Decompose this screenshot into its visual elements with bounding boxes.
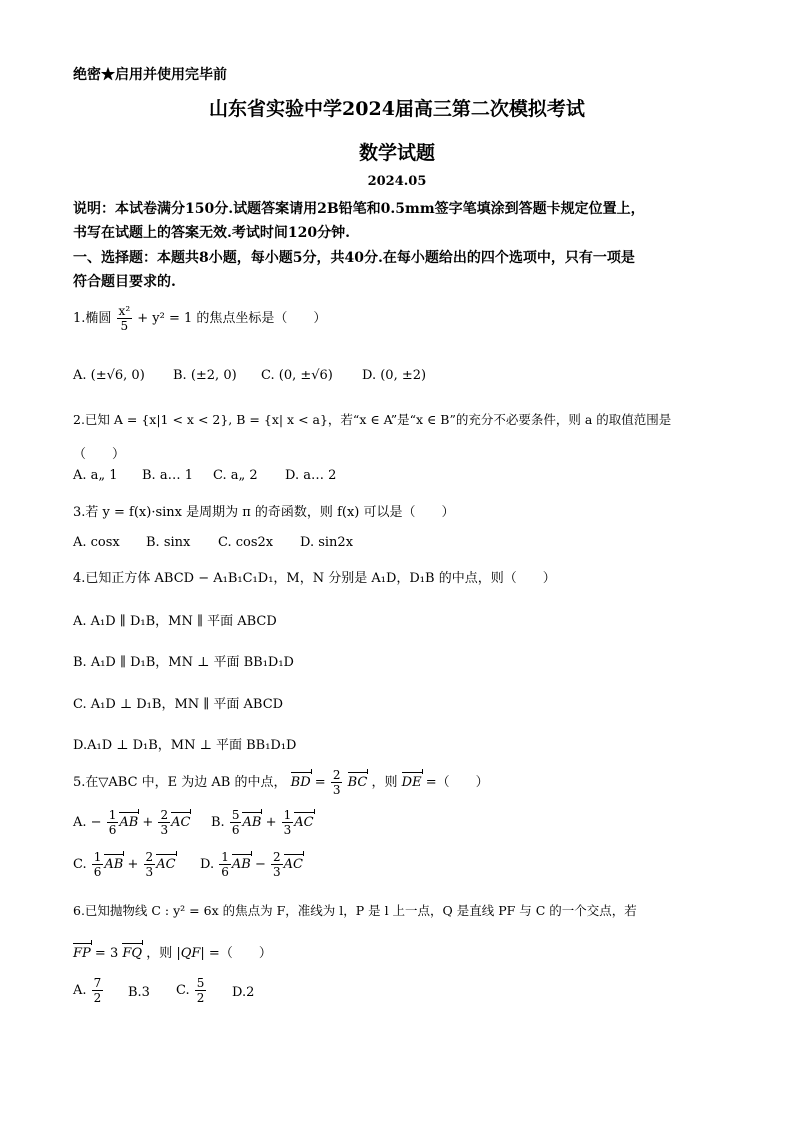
q2-option-b[interactable]: B. a… 1 [142,468,193,483]
q6-equals-3: = 3 [94,946,119,961]
q6-option-b[interactable]: B.3 [128,985,150,1000]
vector-ab: AB [231,857,251,872]
q2-option-d[interactable]: D. a… 2 [285,468,337,483]
vector-bd: BD [290,775,311,790]
q5-c-label: C. [73,857,87,872]
instructions-line2: 书写在试题上的答案无效.考试时间120分钟. [73,225,350,241]
q1-frac-den: 5 [120,319,129,333]
q5-tail: =（ ） [425,775,489,790]
q6-a-frac [92,976,104,1005]
q5-a-label: A. − [73,815,102,830]
q6-c-label: C. [176,983,190,998]
plus-sign: + [142,815,154,830]
frac-den: 6 [221,865,229,879]
q6-c-frac [195,976,207,1005]
q4-option-b[interactable]: B. A₁D ∥ D₁B，MN ⊥ 平面 BB₁D₁D [73,655,294,670]
frac-den: 6 [231,823,240,837]
confidential-label: 绝密★启用并使用完毕前 [73,67,227,83]
q5-equals: = [314,775,326,790]
q6-then: ，则 [146,946,173,961]
question-5-stem [73,768,489,797]
q1-option-b[interactable]: B. (±2, 0) [173,368,237,383]
frac-den: 3 [145,865,154,879]
vector-fq: FQ [122,946,143,961]
q5-c-frac2 [144,850,156,879]
q5-option-d[interactable] [200,850,303,879]
frac-num: 2 [160,808,169,822]
q1-option-c[interactable]: C. (0, ±√6) [261,368,333,383]
q6-option-c[interactable] [176,976,207,1005]
q5-option-b[interactable] [211,808,314,837]
question-6-stem-line2 [73,942,272,961]
q1-option-d[interactable]: D. (0, ±2) [362,368,427,383]
plus-sign: + [127,857,139,872]
question-3-stem: 3.若 y = f(x)·sinx 是周期为 π 的奇函数，则 f(x) 可以是（ ） [73,505,455,520]
q6-tail: =（ ） [208,946,272,961]
vector-bc: BC [347,775,368,790]
plus-sign: + [265,815,277,830]
frac-num: 1 [108,808,117,822]
exam-date: 2024.05 [367,174,427,189]
vector-ab: AB [104,857,124,872]
abs-qf: |QF| [176,946,205,961]
vector-ab: AB [119,815,139,830]
q5-b-frac1 [230,808,242,837]
q3-option-a[interactable]: A. cosx [73,535,120,550]
frac-den: 2 [196,991,205,1005]
frac-num: 2 [273,850,281,864]
frac-den: 6 [108,823,117,837]
q5-a-frac1 [107,808,119,837]
q1-prefix: 1.椭圆 [73,311,112,326]
vector-de: DE [401,775,422,790]
q3-option-c[interactable]: C. cos2x [218,535,274,550]
vector-ac: AC [283,857,303,872]
frac-den: 3 [160,823,169,837]
q5-then: ，则 [371,775,398,790]
vector-ac: AC [171,815,191,830]
q5-coef-den: 3 [332,783,341,797]
q2-option-c[interactable]: C. a„ 2 [213,468,258,483]
q6-option-d[interactable]: D.2 [232,985,255,1000]
q4-option-d[interactable]: D.A₁D ⊥ D₁B，MN ⊥ 平面 BB₁D₁D [73,738,297,753]
q5-b-frac2 [282,808,294,837]
question-2-stem: 2.已知 A = {x|1 < x < 2}, B = {x| x < a}，若“x ∈ A”是“x ∈ B”的充分不必要条件，则 a 的取值范围是 [73,412,672,427]
frac-num: 2 [145,850,154,864]
q5-coef-num: 2 [332,768,341,782]
question-4-stem: 4.已知正方体 ABCD − A₁B₁C₁D₁，M，N 分别是 A₁D，D₁B 的中点，则（ ） [73,571,556,586]
q5-coefficient [331,768,343,797]
vector-ac: AC [156,857,176,872]
q1-option-a[interactable]: A. (±√6, 0) [73,368,145,383]
vector-ab: AB [242,815,262,830]
frac-den: 3 [283,823,292,837]
q5-c-frac1 [92,850,104,879]
frac-den: 6 [93,865,102,879]
q5-b-label: B. [211,815,225,830]
exam-title: 山东省实验中学2024届高三第二次模拟考试 [209,98,585,120]
question-1-stem [73,304,326,333]
frac-num: 7 [93,976,102,990]
frac-den: 3 [273,865,281,879]
section-header-line1: 一、选择题：本题共8小题，每小题5分，共40分.在每小题给出的四个选项中，只有一项是 [73,250,635,266]
q1-suffix: + y² = 1 的焦点坐标是（ ） [137,311,327,326]
frac-num: 5 [231,808,240,822]
frac-num: 1 [283,808,292,822]
q1-frac-num: x² [118,304,131,318]
q1-fraction [117,304,133,333]
q2-option-a[interactable]: A. a„ 1 [73,468,118,483]
q5-d-label: D. [200,857,215,872]
frac-num: 1 [93,850,102,864]
q5-option-c[interactable] [73,850,176,879]
vector-ac: AC [294,815,314,830]
q5-a-frac2 [158,808,170,837]
q6-a-label: A. [73,983,87,998]
frac-num: 1 [221,850,229,864]
q2-answer-paren: （ ） [73,447,126,462]
frac-den: 2 [93,991,102,1005]
q3-option-b[interactable]: B. sinx [146,535,191,550]
q4-option-a[interactable]: A. A₁D ∥ D₁B，MN ∥ 平面 ABCD [73,614,277,629]
q5-d-frac1 [219,850,231,879]
subject-title: 数学试题 [358,142,435,164]
section-header-line2: 符合题目要求的. [73,274,176,290]
vector-fp: FP [73,946,91,961]
minus-sign: − [254,857,266,872]
q6-option-a[interactable] [73,976,104,1005]
q5-d-frac2 [271,850,283,879]
question-6-stem-line1: 6.已知抛物线 C : y² = 6x 的焦点为 F，准线为 l，P 是 l 上一点，Q 是直线 PF 与 C 的一个交点，若 [73,903,637,918]
instructions-line1: 说明：本试卷满分150分.试题答案请用2B铅笔和0.5mm签字笔填涂到答题卡规定位置上， [73,201,645,217]
q5-prefix: 5.在▽ABC 中，E 为边 AB 的中点， [73,775,287,790]
q3-option-d[interactable]: D. sin2x [300,535,354,550]
frac-num: 5 [196,976,205,990]
q5-option-a[interactable] [73,808,190,837]
q4-option-c[interactable]: C. A₁D ⊥ D₁B，MN ∥ 平面 ABCD [73,697,284,712]
